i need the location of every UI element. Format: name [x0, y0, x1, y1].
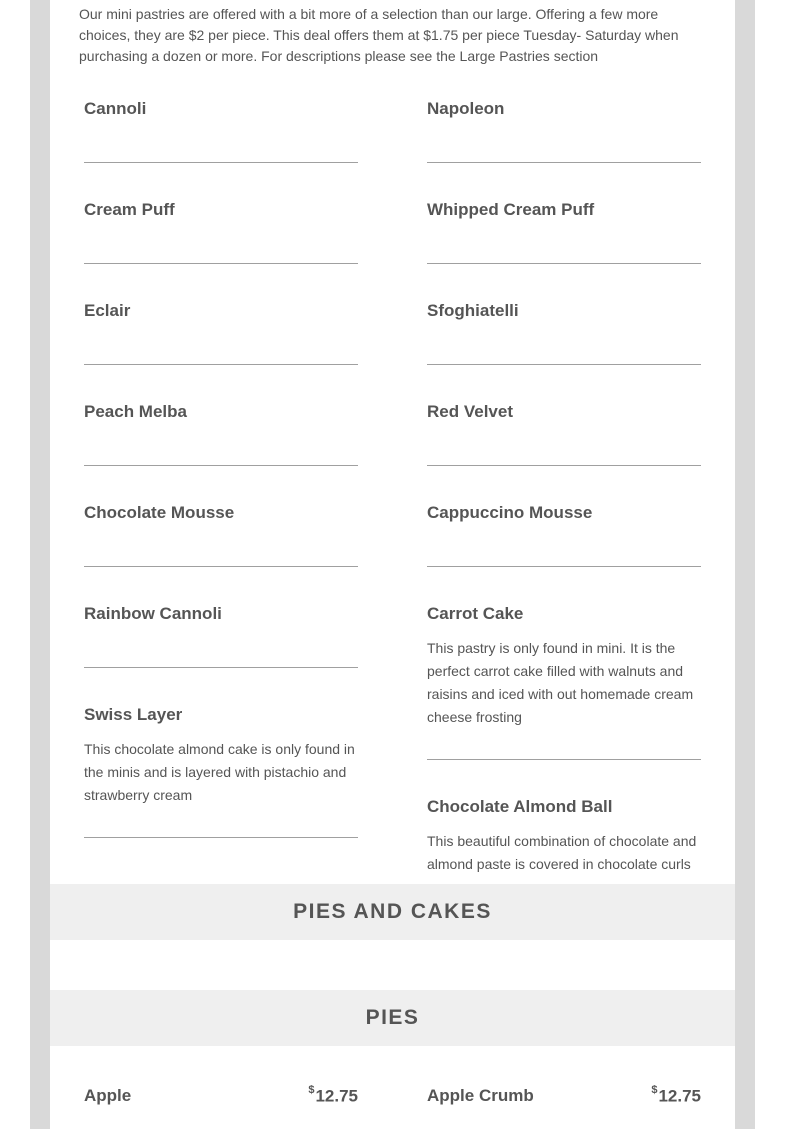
menu-item: [427, 196, 701, 264]
section-heading-pies: PIES: [50, 990, 735, 1046]
pie-item: [427, 1084, 701, 1108]
menu-item: [427, 95, 701, 163]
menu-item-name: Swiss Layer: [84, 705, 183, 724]
menu-item-name: Sfoghiatelli: [427, 301, 519, 320]
menu-item: [84, 499, 358, 567]
price-amount: 12.75: [315, 1086, 358, 1106]
menu-item: [427, 398, 701, 466]
menu-item-description: This pastry is only found in mini. It is the perfect carrot cake filled with walnuts and raisins and iced with out homemade cream cheese frosting: [427, 640, 694, 725]
menu-item-name: Cream Puff: [84, 200, 175, 219]
menu-item-name: Chocolate Mousse: [84, 503, 235, 522]
menu-column-left: [84, 95, 358, 871]
menu-item: [427, 297, 701, 365]
menu-item-name: Eclair: [84, 301, 131, 320]
menu-item: [427, 499, 701, 567]
currency-symbol: $: [308, 1083, 315, 1096]
menu-item-name: Cappuccino Mousse: [427, 503, 593, 522]
menu-item-description: This chocolate almond cake is only found in the minis and is layered with pistachio and strawberry cream: [84, 741, 355, 803]
mini-pastries-intro: Our mini pastries are offered with a bit more of a selection than our large. Offering a few more choices, they are $2 per piece. This deal offers them at $1.75 per piece Tuesday- Saturday when purchasing a dozen or more. For descriptions please see the Large Pastries section: [79, 6, 679, 64]
menu-item: [84, 95, 358, 163]
pie-item-price: [651, 1083, 701, 1107]
menu-item-name: Red Velvet: [427, 402, 513, 421]
menu-item-description: This beautiful combination of chocolate and almond paste is covered in chocolate curls: [427, 833, 697, 872]
menu-column-right: [427, 95, 701, 940]
menu-item-name: Chocolate Almond Ball: [427, 797, 613, 816]
pie-item-name: Apple: [84, 1086, 132, 1105]
menu-item-name: Cannoli: [84, 99, 147, 118]
menu-item-name: Carrot Cake: [427, 604, 524, 623]
menu-item: [84, 600, 358, 668]
menu-item: [84, 398, 358, 466]
menu-panel: [50, 0, 735, 1129]
menu-item: [84, 701, 358, 838]
menu-item: [84, 297, 358, 365]
menu-item: [84, 196, 358, 264]
menu-item: [427, 600, 701, 760]
pie-item-name: Apple Crumb: [427, 1086, 534, 1105]
pie-item: [84, 1084, 358, 1108]
menu-item-name: Napoleon: [427, 99, 505, 118]
menu-item-name: Peach Melba: [84, 402, 187, 421]
menu-item-name: Whipped Cream Puff: [427, 200, 595, 219]
menu-item-name: Rainbow Cannoli: [84, 604, 222, 623]
pie-item-price: [308, 1083, 358, 1107]
currency-symbol: $: [651, 1083, 658, 1096]
price-amount: 12.75: [658, 1086, 701, 1106]
section-heading-pies-and-cakes: PIES AND CAKES: [50, 884, 735, 940]
